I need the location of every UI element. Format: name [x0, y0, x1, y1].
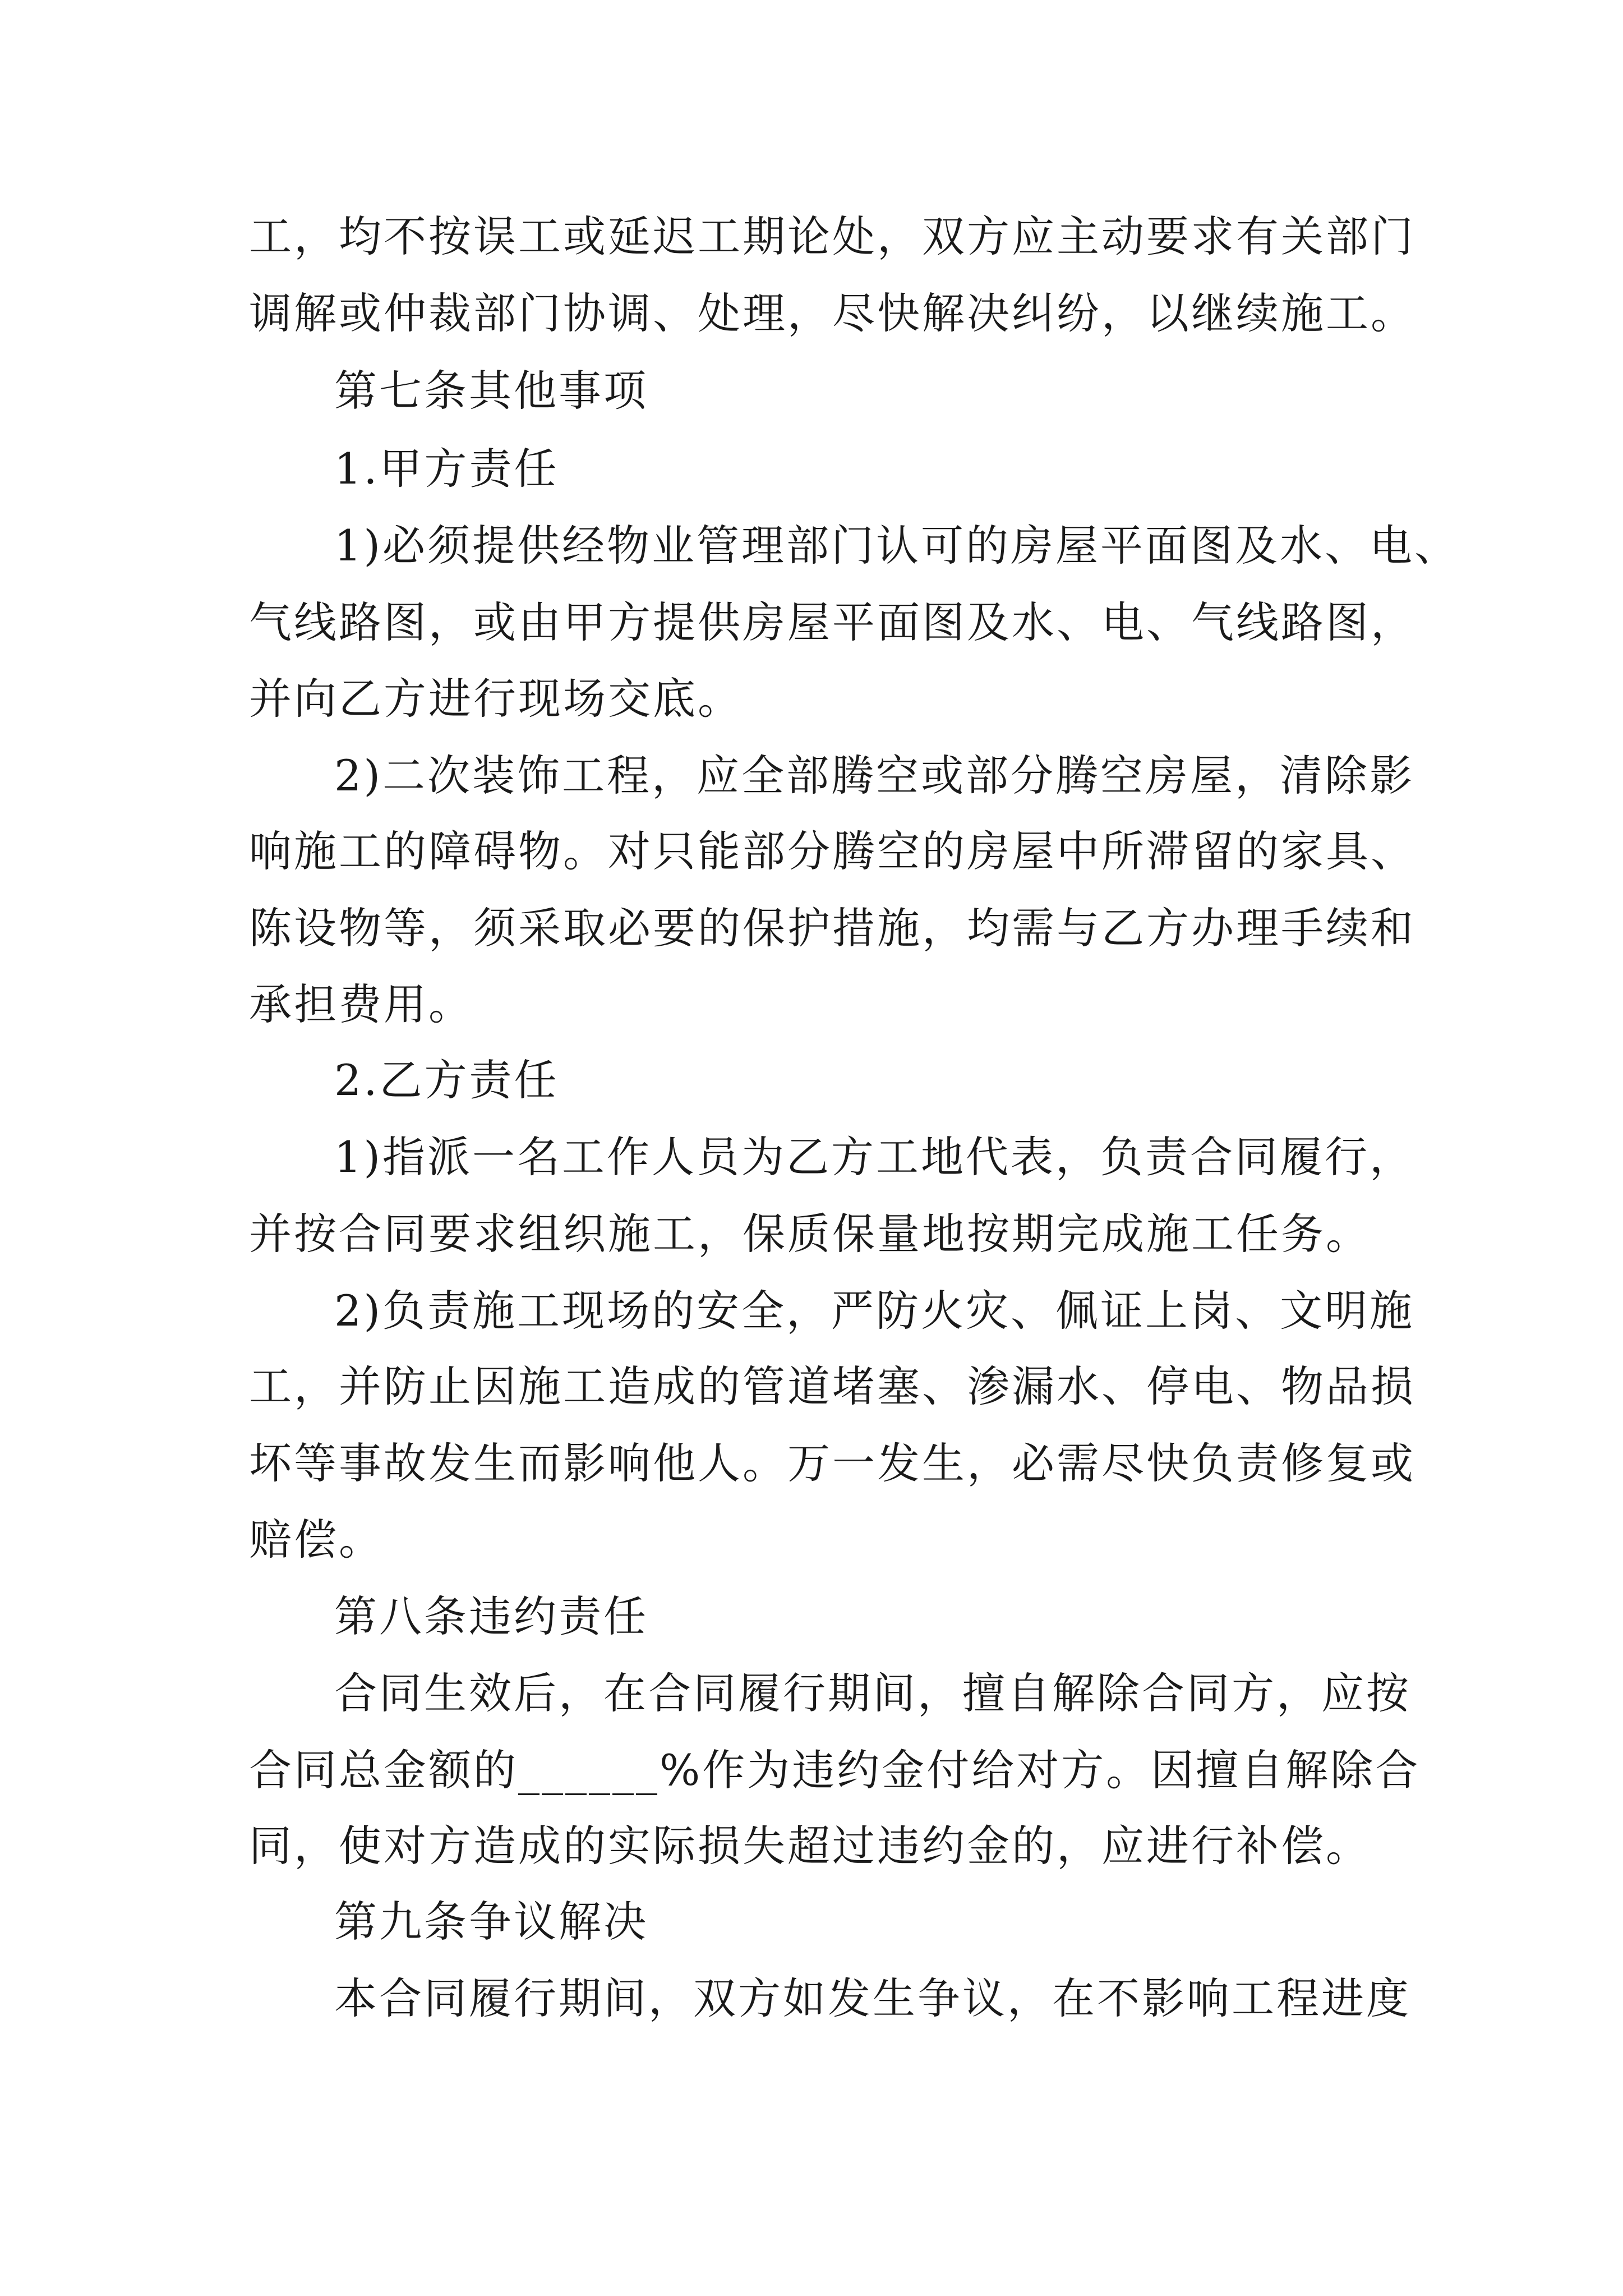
text-line: 工，并防止因施工造成的管道堵塞、渗漏水、停电、物品损 [249, 1361, 1415, 1411]
text-line: 赔偿。 [249, 1515, 384, 1565]
text-line: 响施工的障碍物。对只能部分腾空的房屋中所滞留的家具、 [249, 826, 1415, 876]
text-line: 气线路图，或由甲方提供房屋平面图及水、电、气线路图， [249, 597, 1415, 647]
text-line: 2)负责施工现场的安全，严防火灾、佩证上岗、文明施 [334, 1286, 1415, 1336]
section-heading: 第九条争议解决 [334, 1897, 648, 1947]
text-line: 1)必须提供经物业管理部门认可的房屋平面图及水、电、 [334, 521, 1460, 570]
text-line: 工，均不按误工或延迟工期论处，双方应主动要求有关部门 [249, 211, 1415, 261]
text-line: 2)二次装饰工程，应全部腾空或部分腾空房屋，清除影 [334, 751, 1415, 800]
text-line: 陈设物等，须采取必要的保护措施，均需与乙方办理手续和 [249, 903, 1415, 953]
section-heading: 第八条违约责任 [334, 1591, 648, 1641]
text-line: 调解或仲裁部门协调、处理，尽快解决纠纷，以继续施工。 [249, 288, 1415, 338]
text-line: 1)指派一名工作人员为乙方工地代表，负责合同履行， [334, 1132, 1415, 1182]
text-line: 同，使对方造成的实际损失超过违约金的，应进行补偿。 [249, 1821, 1371, 1871]
text-line: 本合同履行期间，双方如发生争议，在不影响工程进度 [334, 1973, 1411, 2023]
text-line: 合同生效后，在合同履行期间，擅自解除合同方，应按 [334, 1668, 1411, 1718]
subsection-heading: 2.乙方责任 [334, 1055, 559, 1105]
text-line: 承担费用。 [249, 979, 473, 1029]
section-heading: 第七条其他事项 [334, 366, 648, 416]
text-line: 坏等事故发生而影响他人。万一发生，必需尽快负责修复或 [249, 1438, 1415, 1488]
text-line: 并按合同要求组织施工，保质保量地按期完成施工任务。 [249, 1209, 1371, 1259]
subsection-heading: 1.甲方责任 [334, 444, 559, 494]
text-line: 合同总金额的______%作为违约金付给对方。因擅自解除合 [249, 1745, 1421, 1795]
text-line: 并向乙方进行现场交底。 [249, 674, 743, 724]
